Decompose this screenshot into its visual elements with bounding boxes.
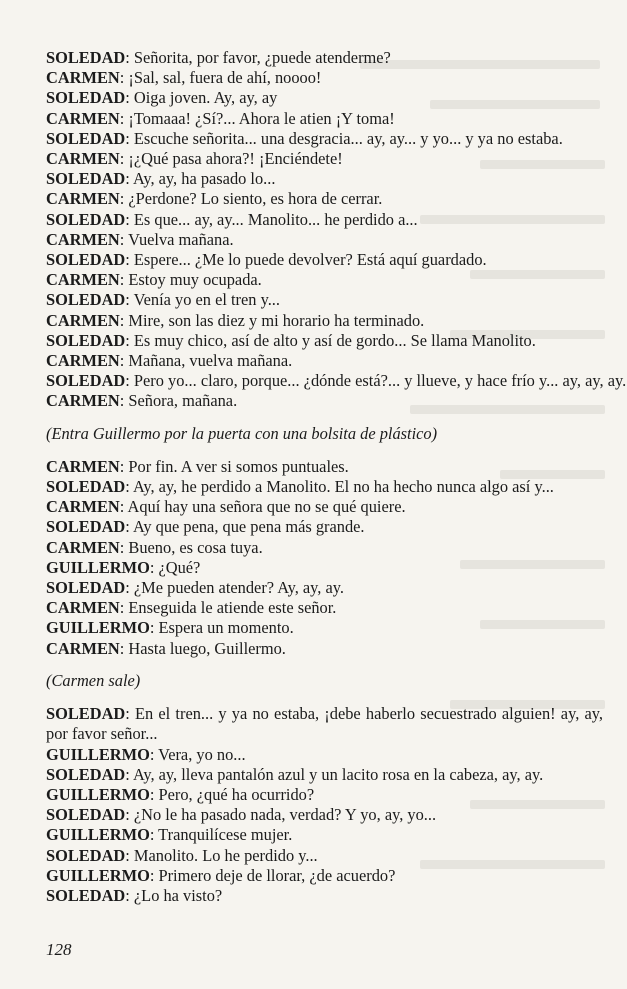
dialogue-line [46, 497, 606, 517]
dialogue-line [46, 765, 606, 785]
speaker-name: CARMEN [46, 189, 120, 209]
dialogue-line [46, 598, 606, 618]
line-text: : Manolito. Lo he perdido y... [125, 845, 318, 865]
line-text: : ¿No le ha pasado nada, verdad? Y yo, ay, yo... [125, 805, 437, 825]
line-text: : Aquí hay una señora que no se qué quiere. [119, 497, 406, 517]
speaker-name: SOLEDAD [46, 290, 126, 310]
line-text: : Pero, ¿qué ha ocurrido? [149, 784, 315, 804]
dialogue-line [46, 886, 606, 906]
line-text: : Vuelva mañana. [119, 229, 234, 249]
speaker-name: CARMEN [46, 456, 120, 476]
line-text: : Vera, yo no... [149, 744, 246, 764]
dialogue-line [46, 351, 606, 371]
play-script [46, 48, 627, 906]
dialogue-line [46, 270, 606, 290]
line-text: : Bueno, es cosa tuya. [119, 537, 263, 557]
speaker-name: CARMEN [46, 351, 120, 371]
dialogue-block-2 [46, 457, 606, 659]
dialogue-line [46, 189, 606, 209]
speaker-name: CARMEN [46, 108, 120, 128]
dialogue-line [46, 109, 606, 129]
speaker-name: SOLEDAD [46, 128, 126, 148]
speaker-name: SOLEDAD [46, 48, 126, 67]
dialogue-line [46, 704, 603, 744]
line-text: : ¡Tomaaa! ¿Sí?... Ahora le atien ¡Y toma! [119, 108, 395, 128]
dialogue-line [46, 846, 606, 866]
dialogue-line [46, 805, 606, 825]
line-text: : Espera un momento. [149, 618, 294, 638]
line-text: : Señorita, por favor, ¿puede atenderme? [125, 48, 391, 67]
dialogue-line [46, 331, 606, 351]
speaker-name: SOLEDAD [46, 578, 126, 598]
line-text: : Escuche señorita... una desgracia... ay, ay... y yo... y ya no estaba. [125, 128, 563, 148]
speaker-name: GUILLERMO [46, 557, 150, 577]
speaker-name: SOLEDAD [46, 88, 126, 108]
speaker-name: SOLEDAD [46, 477, 126, 497]
dialogue-line [46, 250, 606, 270]
dialogue-block-3 [46, 704, 606, 906]
dialogue-line [46, 391, 606, 411]
speaker-name: CARMEN [46, 391, 120, 411]
dialogue-line [46, 169, 606, 189]
line-text: : ¿Me pueden atender? Ay, ay, ay. [125, 578, 345, 598]
line-text: : Ay, ay, ha pasado lo... [125, 169, 276, 189]
line-text: : Por fin. A ver si somos puntuales. [119, 456, 349, 476]
line-text: : ¿Perdone? Lo siento, es hora de cerrar. [119, 189, 383, 209]
dialogue-line [46, 639, 606, 659]
speaker-name: SOLEDAD [46, 209, 126, 229]
line-text: : Mire, son las diez y mi horario ha terminado. [119, 310, 425, 330]
line-text: : Estoy muy ocupada. [119, 270, 262, 290]
speaker-name: SOLEDAD [46, 169, 126, 189]
speaker-name: SOLEDAD [46, 885, 126, 905]
speaker-name: GUILLERMO [46, 618, 150, 638]
dialogue-line [46, 477, 606, 497]
line-text: : Señora, mañana. [119, 391, 238, 411]
speaker-name: CARMEN [46, 149, 120, 169]
page-number: 128 [46, 940, 72, 959]
dialogue-line [46, 618, 606, 638]
line-text: : Venía yo en el tren y... [125, 290, 281, 310]
dialogue-line [46, 745, 606, 765]
speaker-name: SOLEDAD [46, 371, 126, 391]
line-text: : En el tren... y ya no estaba, ¡debe haberlo secuestrado alguien! ay, ay, por favor señor... [46, 704, 603, 744]
dialogue-line [46, 290, 606, 310]
stage-direction: (Entra Guillermo por la puerta con una bolsita de plástico) [46, 423, 438, 443]
dialogue-line [46, 578, 606, 598]
speaker-name: CARMEN [46, 598, 120, 618]
speaker-name: SOLEDAD [46, 250, 126, 270]
line-text: : Tranquilícese mujer. [149, 825, 293, 845]
dialogue-line [46, 825, 606, 845]
speaker-name: SOLEDAD [46, 764, 126, 784]
dialogue-line [46, 558, 606, 578]
speaker-name: GUILLERMO [46, 825, 150, 845]
line-text: : ¡¿Qué pasa ahora?! ¡Enciéndete! [119, 149, 343, 169]
dialogue-line [46, 866, 606, 886]
speaker-name: CARMEN [46, 229, 120, 249]
line-text: : Pero yo... claro, porque... ¿dónde está?... y llueve, y hace frío y... ay, ay, ay. [125, 371, 627, 391]
speaker-name: CARMEN [46, 638, 120, 658]
speaker-name: SOLEDAD [46, 805, 126, 825]
speaker-name: CARMEN [46, 497, 120, 517]
dialogue-line [46, 785, 606, 805]
dialogue-line [46, 68, 606, 88]
line-text: : ¿Lo ha visto? [125, 885, 223, 905]
speaker-name: GUILLERMO [46, 784, 150, 804]
line-text: : Oiga joven. Ay, ay, ay [125, 88, 278, 108]
speaker-name: SOLEDAD [46, 845, 126, 865]
dialogue-line [46, 311, 606, 331]
dialogue-line [46, 88, 606, 108]
stage-direction: (Carmen sale) [46, 670, 141, 690]
speaker-name: SOLEDAD [46, 704, 126, 724]
speaker-name: CARMEN [46, 310, 120, 330]
dialogue-block-1 [46, 48, 627, 412]
dialogue-line [46, 210, 606, 230]
line-text: : Primero deje de llorar, ¿de acuerdo? [149, 865, 396, 885]
line-text: : Hasta luego, Guillermo. [119, 638, 286, 658]
line-text: : ¿Qué? [149, 557, 201, 577]
line-text: : Espere... ¿Me lo puede devolver? Está aquí guardado. [125, 250, 487, 270]
dialogue-line [46, 538, 606, 558]
line-text: : Ay, ay, lleva pantalón azul y un lacito rosa en la cabeza, ay, ay. [125, 764, 544, 784]
dialogue-line [46, 230, 606, 250]
dialogue-line [46, 149, 606, 169]
dialogue-line [46, 371, 627, 391]
line-text: : Enseguida le atiende este señor. [119, 598, 337, 618]
speaker-name: CARMEN [46, 270, 120, 290]
speaker-name: CARMEN [46, 68, 120, 88]
dialogue-line [46, 48, 606, 68]
dialogue-line [46, 129, 606, 149]
line-text: : Ay, ay, he perdido a Manolito. El no ha hecho nunca algo así y... [125, 477, 554, 497]
line-text: : ¡Sal, sal, fuera de ahí, noooo! [119, 68, 322, 88]
line-text: : Es que... ay, ay... Manolito... he perdido a... [125, 209, 418, 229]
speaker-name: CARMEN [46, 537, 120, 557]
dialogue-line [46, 457, 606, 477]
speaker-name: SOLEDAD [46, 517, 126, 537]
speaker-name: SOLEDAD [46, 330, 126, 350]
line-text: : Mañana, vuelva mañana. [119, 351, 293, 371]
line-text: : Ay que pena, que pena más grande. [125, 517, 365, 537]
line-text: : Es muy chico, así de alto y así de gordo... Se llama Manolito. [125, 330, 536, 350]
speaker-name: GUILLERMO [46, 865, 150, 885]
speaker-name: GUILLERMO [46, 744, 150, 764]
dialogue-line [46, 517, 606, 537]
